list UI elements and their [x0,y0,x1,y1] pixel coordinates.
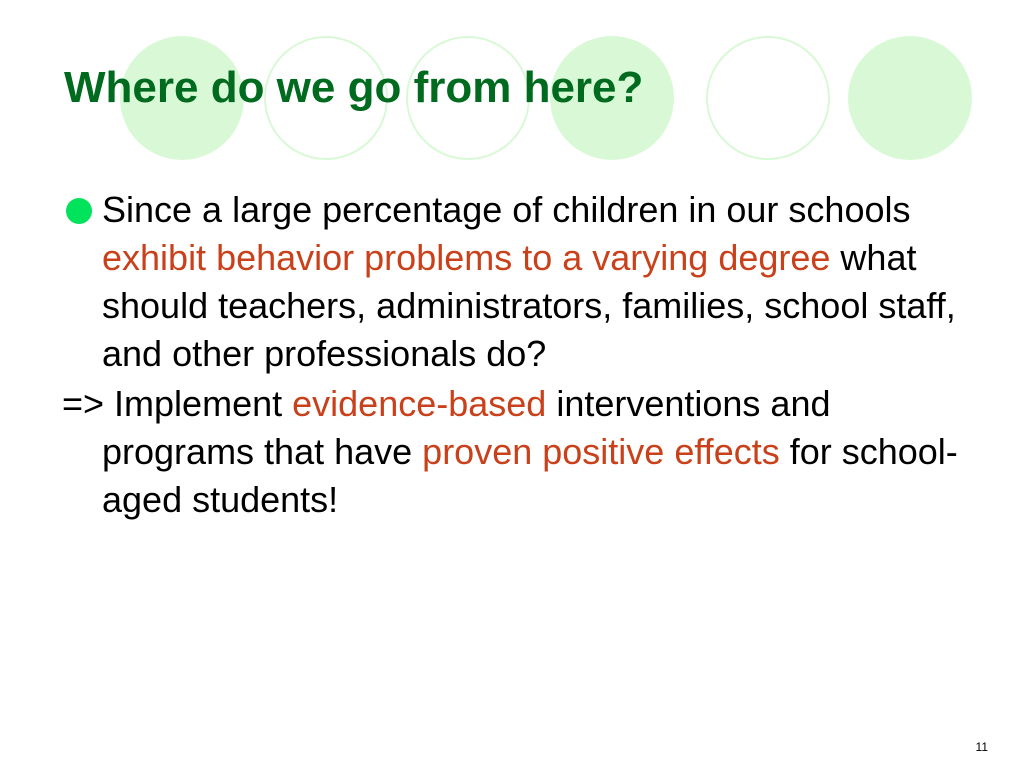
page-number: 11 [975,740,988,754]
conclusion-highlight-evidence: evidence-based [292,383,547,424]
bullet-paragraph [62,186,962,378]
bullet-text-continued: what should teachers, administrators, families, school staff, and other professionals do? [102,237,956,374]
conclusion-text: interventions and programs that have [102,383,831,472]
slide-title: Where do we go from here? [64,63,644,112]
conclusion-text-end: for school-aged students! [102,431,958,520]
conclusion-highlight-effects: proven positive effects [422,431,780,472]
decorative-circle [706,36,830,160]
conclusion-paragraph [62,380,962,524]
decorative-circle [848,36,972,160]
bullet-icon [66,198,92,224]
conclusion-prefix: => Implement [62,383,293,424]
bullet-highlight: exhibit behavior problems to a varying degree [102,237,831,278]
slide-body [62,186,962,526]
bullet-text: Since a large percentage of children in our schools [102,189,911,230]
